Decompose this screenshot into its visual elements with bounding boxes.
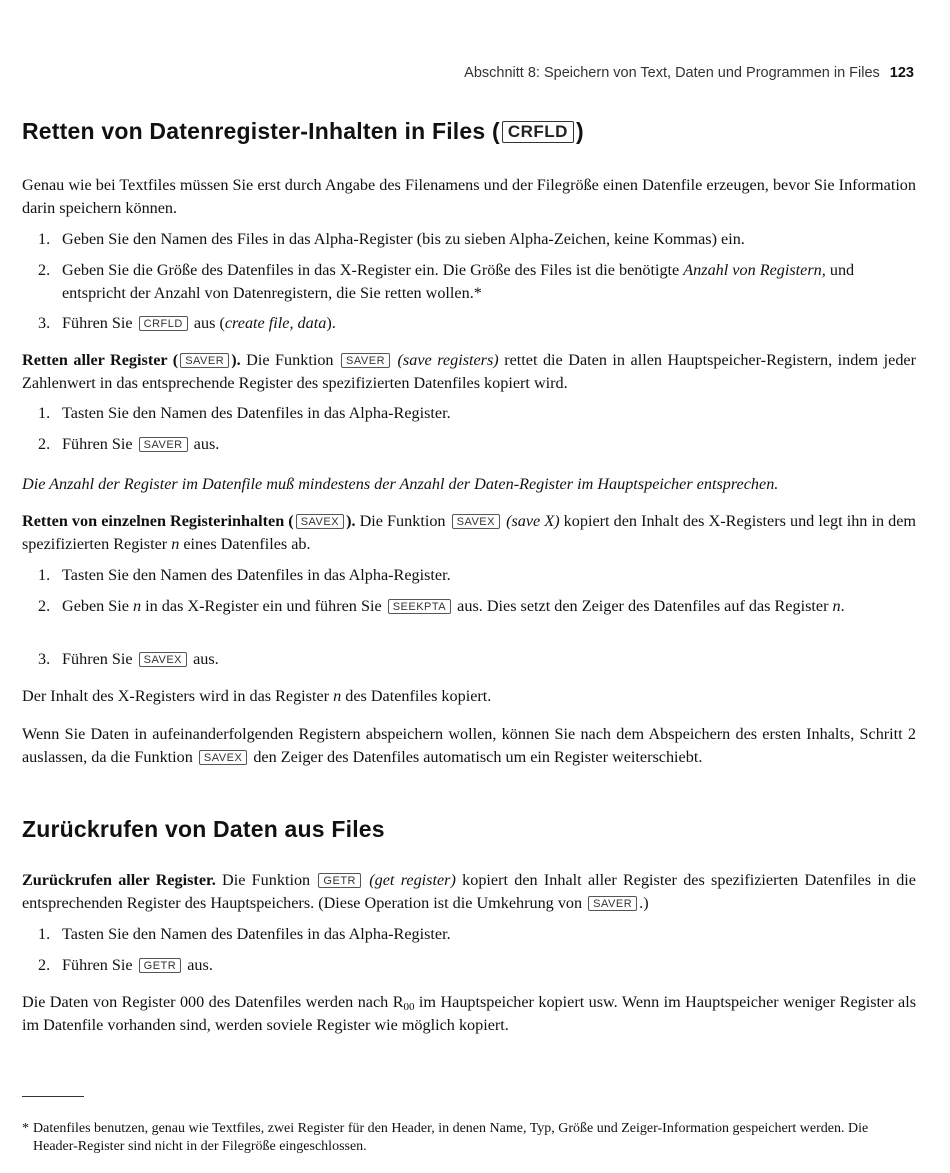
saver-paragraph: Retten aller Register ( SAVER ). Die Funktion SAVER (save registers) rettet die Daten in allen Hauptspeicher-Register​n, indem jeder Zahlenwert in das entsprechende Register des spezifizierten Datenfiles kopiert wird. (22, 351, 917, 392)
key-saver: SAVER (588, 896, 637, 911)
list-item (38, 954, 916, 977)
item-text: Führen Sie SAVEX aus. (62, 650, 219, 668)
savex-paragraph: Retten von einzelnen Registerinhalten ( SAVEX ). Die Funktion SAVEX (save X) kopiert den Inhalt des X-Registers und legt ihn in dem spezifizierten Register n eines Datenfiles ab. (22, 512, 917, 553)
consecutive-paragraph: Wenn Sie Daten in aufeinanderfolgenden Registern abspeichern wollen, können Sie nach dem Abspeichern des ersten Inhalts, Schritt 2 auslassen, da die Funktion SAVEX den Zeiger des Datenfiles automatisch um ein Register weiterschiebt. (22, 725, 916, 766)
key-savex: SAVEX (296, 514, 344, 529)
heading-text: Retten von Datenregister-Inhalten in Files (22, 118, 486, 144)
list-item (38, 564, 916, 587)
item-number: 2. (38, 956, 51, 974)
item-number: 1. (38, 230, 51, 248)
item-text: Geben Sie den Namen des Files in das Alpha-Register (bis zu sieben Alpha-Zeichen, keine Kommas) ein. (62, 230, 745, 248)
section-heading-retten: Retten von Datenregister-Inhalten in Files ( CRFLD ) (22, 118, 584, 144)
key-crfld: CRFLD (139, 316, 188, 331)
list-item (38, 923, 916, 946)
list-item (38, 259, 916, 304)
key-crfld: CRFLD (502, 121, 574, 143)
key-saver: SAVER (180, 353, 229, 368)
item-text: Tasten Sie den Namen des Datenfiles in das Alpha-Register. (62, 925, 451, 943)
key-getr: GETR (139, 958, 182, 973)
section-heading-zurueckrufen: Zurückrufen von Daten aus Files (22, 816, 385, 842)
footnote-text: Datenfiles benutzen, genau wie Textfiles, zwei Register für den Header, in denen Name, Typ, Größe und Zeiger-Information gespeichert werden. Die Header-Register sind nicht in der Filegröße eingeschlossen. (33, 1121, 869, 1154)
list-item (38, 595, 916, 618)
run-in-heading: Retten aller Register ( (22, 351, 179, 369)
item-text: Geben Sie die Größe des Datenfiles in das X-Register ein. Die Größe des Files ist die benötigte Anzahl von Registern, und entspricht der Anzahl von Datenregistern, die Sie retten wollen.* (62, 261, 855, 302)
item-number: 1. (38, 404, 51, 422)
list-item (38, 402, 916, 425)
key-saver: SAVER (139, 437, 188, 452)
list-item (38, 648, 916, 671)
item-number: 2. (38, 597, 51, 615)
key-getr: GETR (318, 873, 361, 888)
key-savex: SAVEX (452, 514, 500, 529)
footnote-rule (22, 1096, 84, 1097)
list-item (38, 228, 916, 251)
item-number: 3. (38, 650, 51, 668)
footnote-marker: * (22, 1121, 29, 1136)
intro-paragraph: Genau wie bei Textfiles müssen Sie erst durch Angabe des Filenamens und der Filegröße einen Datenfile erzeugen, bevor Sie Information darin speichern können. (22, 176, 916, 217)
page-number: 123 (889, 65, 914, 81)
item-number: 1. (38, 566, 51, 584)
getr-paragraph: Zurückrufen aller Register. Die Funktion GETR (get register) kopiert den Inhalt aller Register des spezifizierten Datenfiles in die entsprechenden Register des Hauptspeichers. (Diese Operation ist die Umkehrung von SAVER .) (22, 871, 916, 912)
note-italic: Die Anzahl der Register im Datenfile muß mindestens der Anzahl der Daten-Register im Hauptspeicher entsprechen. (22, 475, 779, 493)
run-in-heading: Retten von einzelnen Registerinhalten ( (22, 512, 294, 530)
running-header (464, 62, 914, 85)
item-text: Tasten Sie den Namen des Datenfiles in das Alpha-Register. (62, 566, 451, 584)
key-seekpta: SEEKPTA (388, 599, 451, 614)
list-item (38, 433, 916, 456)
item-text: Führen Sie CRFLD aus (create file, data). (62, 314, 336, 332)
list-item (38, 312, 916, 335)
final-paragraph: Die Daten von Register 000 des Datenfiles werden nach $R_{00}$ im Hauptspeicher kopiert usw. Wenn im Hauptspeicher weniger Register als im Datenfile vorhanden sind, werden soviele Register wie möglich kopiert. (22, 993, 917, 1034)
item-text: Geben Sie n in das X-Register ein und führen Sie SEEKPTA aus. Dies setzt den Zeiger des Datenfiles auf das Register n. (62, 597, 845, 615)
key-savex: SAVEX (139, 652, 187, 667)
run-in-heading: Zurückrufen aller Register. (22, 871, 216, 889)
item-text: Tasten Sie den Namen des Datenfiles in das Alpha-Register. (62, 404, 451, 422)
item-text: Führen Sie GETR aus. (62, 956, 213, 974)
savex-result: Der Inhalt des X-Registers wird in das Register n des Datenfiles kopiert. (22, 687, 492, 705)
item-text: Führen Sie SAVER aus. (62, 435, 220, 453)
item-number: 3. (38, 314, 51, 332)
item-number: 1. (38, 925, 51, 943)
footnote (22, 1120, 916, 1156)
item-number: 2. (38, 261, 51, 279)
item-number: 2. (38, 435, 51, 453)
header-title: Abschnitt 8: Speichern von Text, Daten und Programmen in Files (464, 65, 880, 81)
key-saver: SAVER (341, 353, 390, 368)
key-savex: SAVEX (199, 750, 247, 765)
